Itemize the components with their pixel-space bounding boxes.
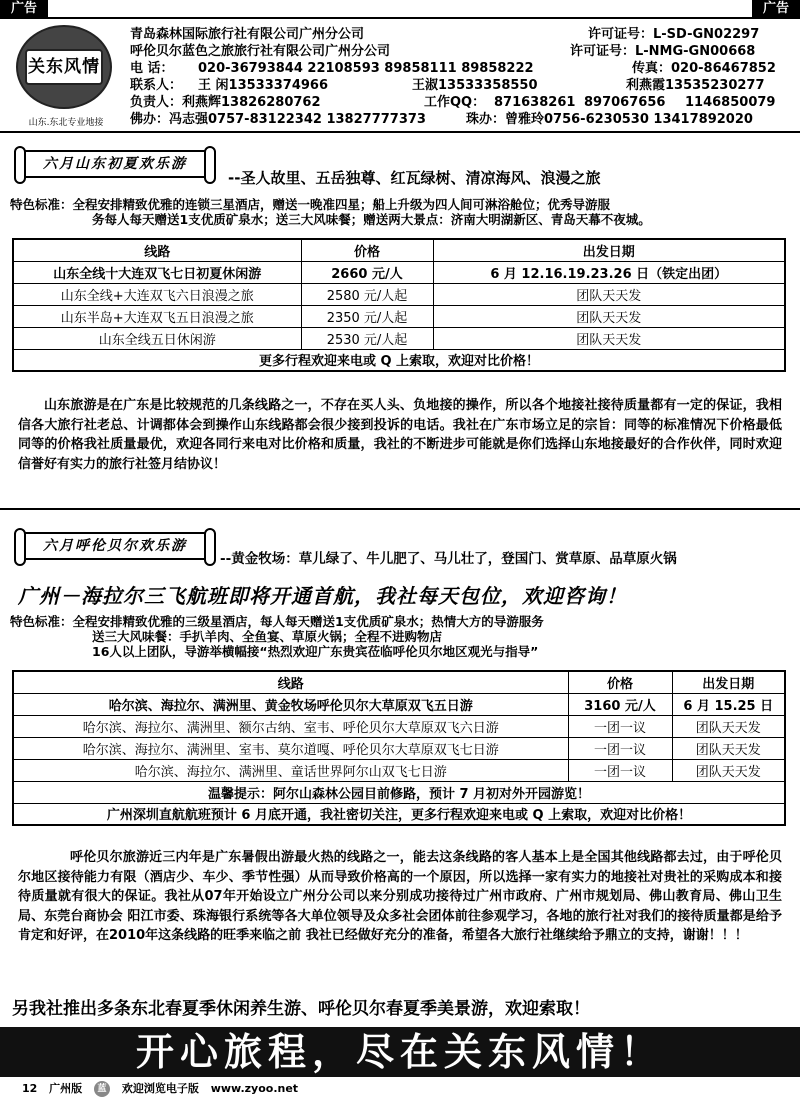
shandong-feature-1: 全程安排精致优雅的连锁三星酒店，赠送一晚准四星；船上升级为四人间可淋浴舱位；优秀导游服 (72, 197, 611, 212)
ad-tag-left: 广告 (0, 0, 48, 18)
qq-2: 897067656 (584, 95, 666, 110)
table-notice-row (13, 781, 785, 803)
flight-announcement: 广州－海拉尔三飞航班即将开通首航，我社每天包位，欢迎咨询！ (18, 584, 627, 608)
header-divider (0, 131, 800, 133)
col-header-route: 线路 (13, 671, 568, 693)
col-header-price: 价格 (568, 671, 672, 693)
date-cell: 6 月 15.25 日 (672, 693, 785, 715)
hulunbeier-title: 六月呼伦贝尔欢乐游 (20, 532, 210, 560)
company-name-2: 呼伦贝尔蓝色之旅旅行社有限公司广州分公司 (130, 44, 391, 59)
table-footer-note: 更多行程欢迎来电或 Q 上索取，欢迎对比价格！ (13, 349, 785, 371)
hulunbeier-feature-1: 全程安排精致优雅的三级星酒店，每人每天赠送1支优质矿泉水；热情大方的导游服务 (72, 614, 544, 629)
table-footer-row (13, 803, 785, 825)
date-cell: 团队天天发 (433, 305, 785, 327)
route-cell: 哈尔滨、海拉尔、满洲里、额尔古纳、室韦、呼伦贝尔大草原双飞六日游 (13, 715, 568, 737)
table-row (13, 283, 785, 305)
license-1: 许可证号：L-SD-GN02297 (588, 27, 760, 42)
table-header-row (13, 671, 785, 693)
qq-3: 1146850079 (685, 95, 776, 110)
shandong-feature-label: 特色标准： (10, 197, 73, 212)
price-cell: 2530 元/人起 (301, 327, 433, 349)
hulunbeier-route-table (12, 670, 786, 826)
hulunbeier-paragraph: 呼伦贝尔旅游近三内年是广东暑假出游最火热的线路之一，能去这条线路的客人基本上是全国其他线路都去过，由于呼伦贝尔地区接待能力有限（酒店少、车少、季节性强）从而导致价格高的一个原因，所以选择一家有实力的地接社对贵社的采购成本和接待质量就有很大的保证。我社从07年开始设立广州分公司以来分别成功接待过广州市政府、广州市规划局、佛山教育局、佛山卫生局、东莞台商协会 阳江市委、珠海银行系统等各大单位领导及众多社会团体前往参观学习，各地的旅行社对我们的接待质量都是给予肯定和好评，在2010年这条线路的旺季来临之前 我社已经做好充分的准备，希望各大旅行社继续给予鼎立的支持，谢谢！！！ (18, 850, 782, 943)
price-cell: 3160 元/人 (568, 693, 672, 715)
price-cell: 2350 元/人起 (301, 305, 433, 327)
edition-label: 广州版 (49, 1082, 83, 1095)
price-cell: 2660 元/人 (301, 261, 433, 283)
ad-tag-right: 广告 (752, 0, 800, 18)
shandong-route-table (12, 238, 786, 372)
shandong-feature-2: 务每人每天赠送1支优质矿泉水；送三大风味餐；赠送两大景点：济南大明湖新区、青岛天幕不夜城。 (92, 212, 651, 227)
price-cell: 一团一议 (568, 715, 672, 737)
route-cell: 山东全线+大连双飞六日浪漫之旅 (13, 283, 301, 305)
site-url[interactable]: www.zyoo.net (210, 1082, 299, 1095)
col-header-date: 出发日期 (433, 239, 785, 261)
agency-header (0, 19, 800, 130)
contact-2: 王淑13533358550 (412, 78, 538, 93)
price-cell: 一团一议 (568, 737, 672, 759)
table-row (13, 759, 785, 781)
page-footer (22, 1080, 306, 1097)
table-notice: 温馨提示：阿尔山森林公园目前修路，预计 7 月初对外开园游览！ (13, 781, 785, 803)
hulunbeier-slogan: --黄金牧场：草儿绿了、牛儿肥了、马儿壮了，登国门、赏草原、品草原火锅 (220, 551, 677, 567)
hulunbeier-features (10, 614, 800, 659)
fax-number: 传真：020-86467852 (632, 61, 776, 76)
date-cell: 6 月 12.16.19.23.26 日（铁定出团） (433, 261, 785, 283)
hulunbeier-feature-2: 送三大风味餐：手扒羊肉、全鱼宴、草原火锅；全程不进购物店 (92, 629, 443, 644)
date-cell: 团队天天发 (433, 283, 785, 305)
shandong-title: 六月山东初夏欢乐游 (20, 150, 210, 178)
shandong-paragraph: 山东旅游是在广东是比较规范的几条线路之一，不存在买人头、负地接的操作，所以各个地接社接待质量都有一定的保证，我相信各大旅行社老总、计调都体会到操作山东线路都会很少接到投诉的电话。我社在广东市场立足的宗旨：同等的标准情况下价格最低同等的价格我社质量最优，欢迎各同行来电对比价格和质量，我社的不断进步可能就是你们选择山东地接最好的合作伙伴，同时欢迎信誉好有实力的旅行社签月结协议！ (18, 398, 782, 472)
table-row (13, 327, 785, 349)
bottom-banner: 开心旅程，尽在关东风情！ (0, 1027, 800, 1077)
table-header-row (13, 239, 785, 261)
phone-label: 电 话： (130, 61, 174, 76)
table-row (13, 715, 785, 737)
price-cell: 一团一议 (568, 759, 672, 781)
route-cell: 山东半岛+大连双飞五日浪漫之旅 (13, 305, 301, 327)
contact-1: 王 闲13533374966 (198, 78, 329, 93)
date-cell: 团队天天发 (672, 737, 785, 759)
route-cell: 哈尔滨、海拉尔、满洲里、童话世界阿尔山双飞七日游 (13, 759, 568, 781)
lan-badge-icon: 蓝 (94, 1081, 110, 1097)
table-footer-note: 广州深圳直航航班预计 6 月底开通，我社密切关注，更多行程欢迎来电或 Q 上索取，欢迎对比价格！ (13, 803, 785, 825)
section-divider (0, 508, 800, 510)
route-cell: 哈尔滨、海拉尔、满洲里、黄金牧场呼伦贝尔大草原双飞五日游 (13, 693, 568, 715)
hulunbeier-feature-label: 特色标准： (10, 614, 73, 629)
logo-text: 关东风情 (25, 49, 103, 85)
col-header-date: 出发日期 (672, 671, 785, 693)
zhuhai-office: 珠办：曾雅玲0756-6230530 13417892020 (466, 112, 753, 127)
date-cell: 团队天天发 (672, 759, 785, 781)
date-cell: 团队天天发 (672, 715, 785, 737)
table-footer-row (13, 349, 785, 371)
shandong-features (10, 197, 800, 227)
table-row (13, 305, 785, 327)
page-number: 12 (22, 1082, 38, 1095)
col-header-price: 价格 (301, 239, 433, 261)
route-cell: 山东全线五日休闲游 (13, 327, 301, 349)
table-row (13, 737, 785, 759)
contact-3: 利燕霞13535230277 (626, 78, 765, 93)
col-header-route: 线路 (13, 239, 301, 261)
invite-text: 欢迎浏览电子版 (121, 1082, 199, 1095)
table-row (13, 261, 785, 283)
qq-label: 工作QQ： (424, 95, 486, 110)
agency-logo (10, 25, 122, 129)
license-2: 许可证号：L-NMG-GN00668 (570, 44, 756, 59)
logo-subtitle: 山东.东北专业地接 (28, 118, 104, 128)
route-cell: 山东全线十大连双飞七日初夏休闲游 (13, 261, 301, 283)
route-cell: 哈尔滨、海拉尔、满洲里、室韦、莫尔道嘎、呼伦贝尔大草原双飞七日游 (13, 737, 568, 759)
hulunbeier-feature-3: 16人以上团队，导游举横幅接“热烈欢迎广东贵宾莅临呼伦贝尔地区观光与指导” (92, 644, 539, 659)
price-cell: 2580 元/人起 (301, 283, 433, 305)
phone-numbers: 020-36793844 22108593 89858111 89858222 (198, 61, 534, 76)
manager-contact: 负责人：利燕辉13826280762 (130, 95, 321, 110)
foshan-office: 佛办：冯志强0757-83122342 13827777373 (130, 112, 426, 127)
date-cell: 团队天天发 (433, 327, 785, 349)
table-row (13, 693, 785, 715)
company-name-1: 青岛森林国际旅行社有限公司广州分公司 (130, 27, 365, 42)
contact-label: 联系人： (130, 78, 183, 93)
closing-line: 另我社推出多条东北春夏季休闲养生游、呼伦贝尔春夏季美景游，欢迎索取！ (12, 999, 590, 1019)
shandong-slogan: --圣人故里、五岳独尊、红瓦绿树、清凉海风、浪漫之旅 (228, 169, 601, 187)
qq-1: 871638261 (494, 95, 576, 110)
